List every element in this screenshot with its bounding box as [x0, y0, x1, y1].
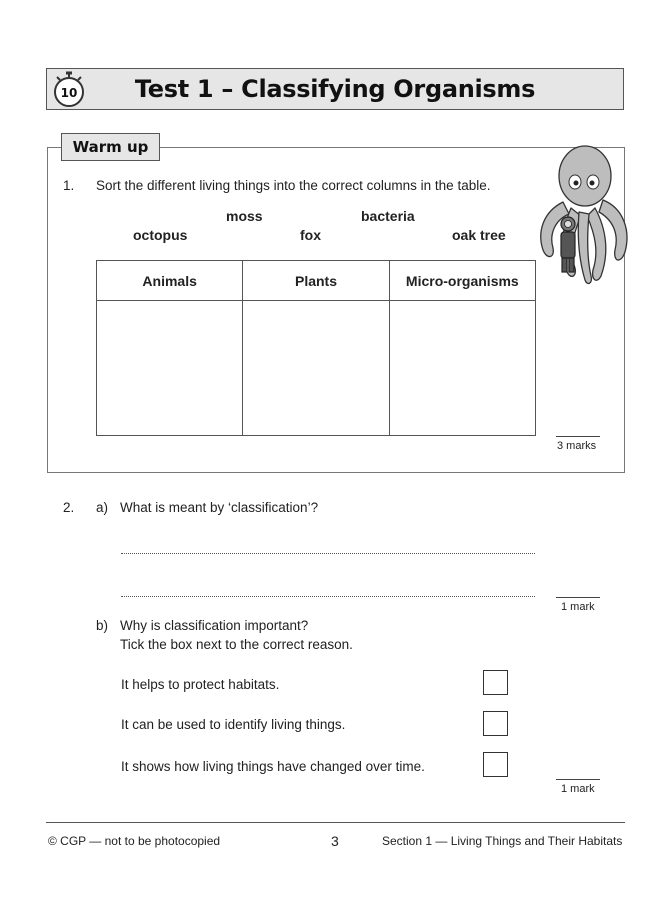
footer-section: Section 1 — Living Things and Their Habitats [382, 834, 623, 848]
option-1-label: It helps to protect habitats. [121, 677, 280, 692]
marks-q2a: 1 mark [561, 601, 595, 613]
footer-divider [46, 822, 625, 823]
question-2-number: 2. [63, 500, 75, 515]
option-2-tickbox[interactable] [483, 711, 508, 736]
question-1-number: 1. [63, 178, 75, 193]
answer-line-1[interactable] [121, 553, 535, 554]
question-2a-label: a) [96, 500, 109, 515]
question-2b-instruction: Tick the box next to the correct reason. [120, 637, 353, 652]
header-micro-organisms: Micro-organisms [389, 261, 535, 301]
page-title: Test 1 – Classifying Organisms [134, 75, 536, 103]
header-plants: Plants [243, 261, 389, 301]
marks-q1: 3 marks [557, 440, 597, 452]
marks-q2b: 1 mark [561, 783, 595, 795]
word-fox: fox [300, 227, 321, 243]
marks-line-q2a [556, 597, 600, 598]
word-oak-tree: oak tree [452, 227, 506, 243]
header-animals: Animals [97, 261, 243, 301]
question-1-text: Sort the different living things into the correct columns in the table. [96, 178, 491, 193]
answer-line-2[interactable] [121, 596, 535, 597]
sorting-table [96, 260, 536, 436]
word-octopus: octopus [133, 227, 188, 243]
word-bacteria: bacteria [361, 208, 415, 224]
option-3-label: It shows how living things have changed over time. [121, 759, 425, 774]
question-2a-text: What is meant by ‘classification’? [120, 500, 319, 515]
marks-line-q2b [556, 779, 600, 780]
octopus-illustration [533, 142, 633, 292]
animals-answer-cell[interactable] [97, 301, 243, 436]
footer-copyright: © CGP — not to be photocopied [48, 834, 221, 848]
warm-up-label: Warm up [61, 133, 160, 161]
question-2b-label: b) [96, 618, 109, 633]
option-3-tickbox[interactable] [483, 752, 508, 777]
title-bar [46, 68, 624, 110]
option-2-label: It can be used to identify living things. [121, 717, 346, 732]
timer-minutes: 10 [60, 86, 78, 100]
question-2b-text: Why is classification important? [120, 618, 309, 633]
option-1-tickbox[interactable] [483, 670, 508, 695]
stopwatch-icon [52, 71, 86, 107]
word-moss: moss [226, 208, 263, 224]
plants-answer-cell[interactable] [243, 301, 389, 436]
page-number: 3 [331, 833, 339, 849]
marks-line-q1 [556, 436, 600, 437]
micro-organisms-answer-cell[interactable] [389, 301, 535, 436]
